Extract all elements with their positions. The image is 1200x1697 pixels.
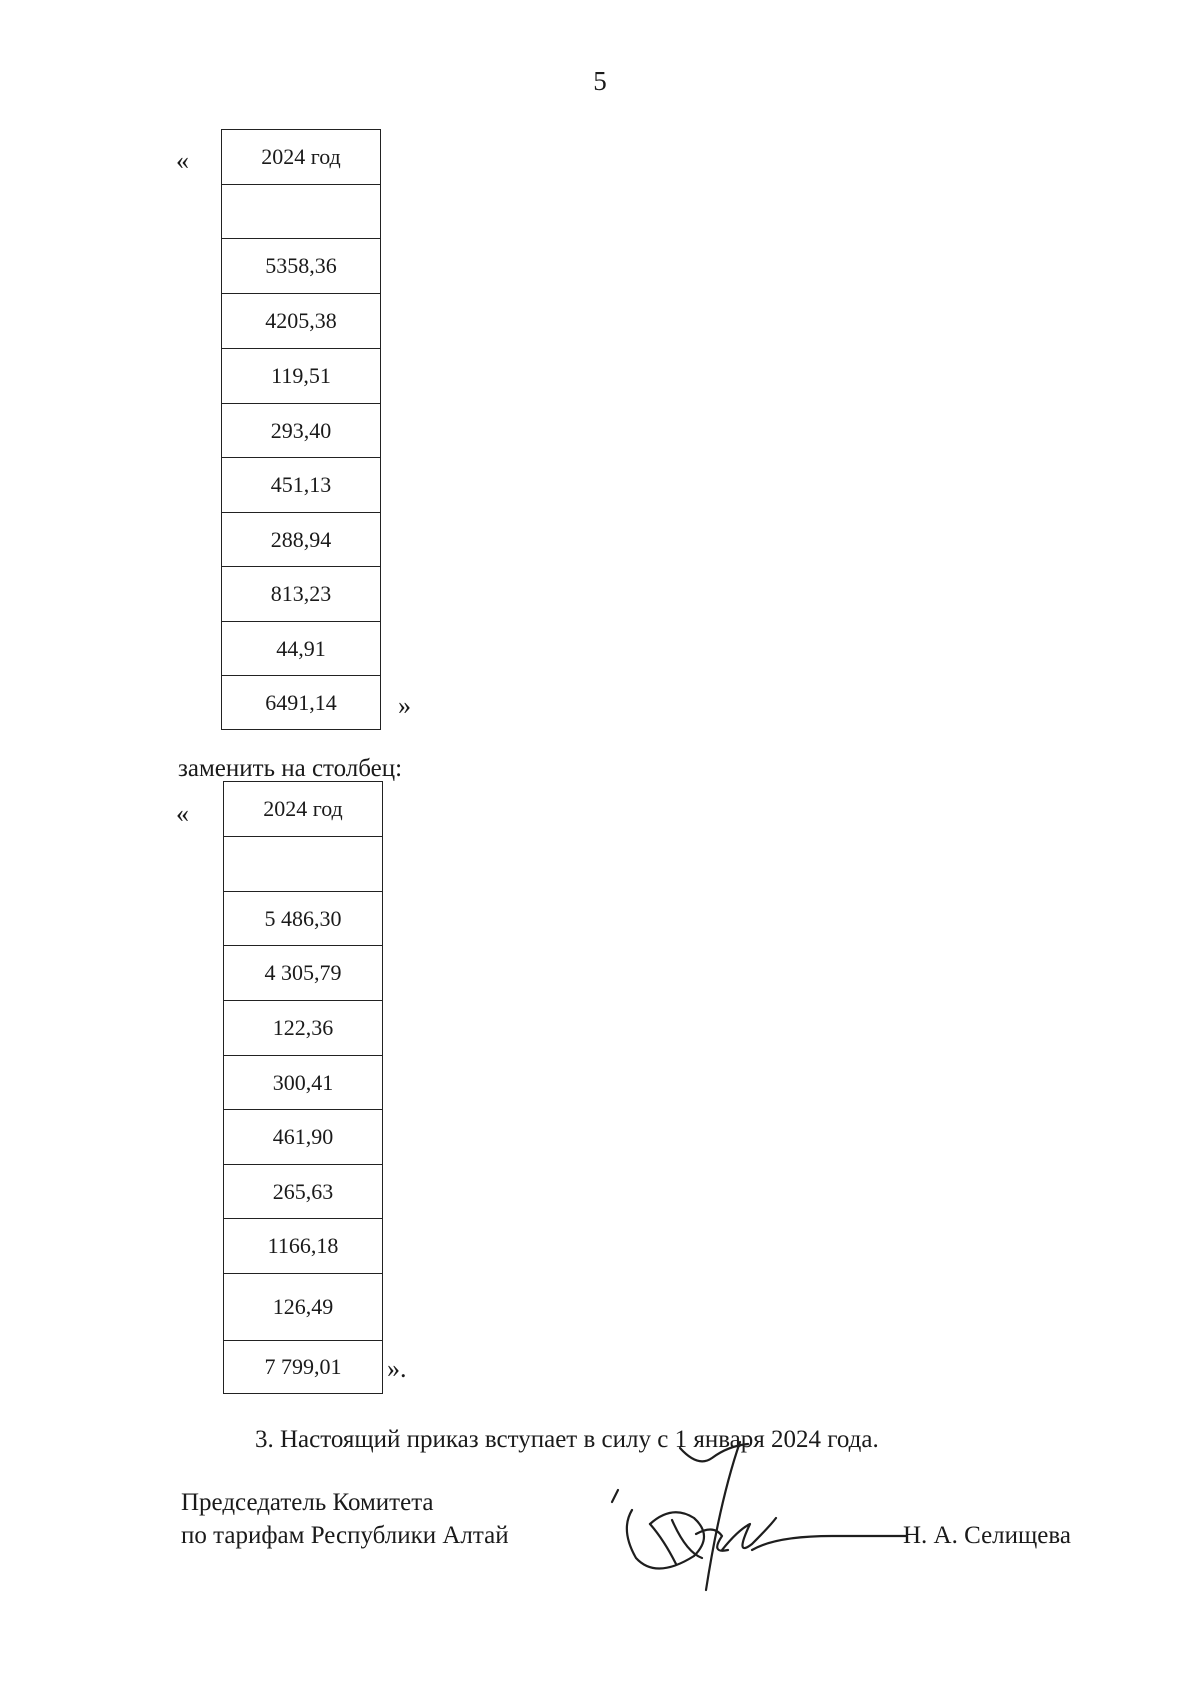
- close-quote-new: ».: [387, 1354, 407, 1383]
- old-table-value-cell: 813,23: [222, 567, 381, 622]
- old-table-value-cell: 6491,14: [222, 676, 381, 730]
- new-table-value-cell: 122,36: [224, 1001, 383, 1056]
- new-table-value-cell: 7 799,01: [224, 1341, 383, 1394]
- old-table-value-cell: 293,40: [222, 404, 381, 458]
- page-number: 5: [593, 66, 607, 96]
- signatory-position-line1: Председатель Комитета: [181, 1489, 434, 1516]
- old-table-value-cell: 451,13: [222, 458, 381, 513]
- old-table-header: 2024 год: [222, 130, 381, 185]
- signatory-position-line2: по тарифам Республики Алтай: [181, 1522, 509, 1549]
- old-table-value-cell: 288,94: [222, 513, 381, 567]
- new-table-value-cell: 300,41: [224, 1056, 383, 1110]
- open-quote-old: «: [176, 146, 189, 175]
- handwritten-signature: [610, 1440, 910, 1600]
- new-table-value-cell: 461,90: [224, 1110, 383, 1165]
- new-table-value-cell: 5 486,30: [224, 892, 383, 946]
- close-quote-old: »: [398, 691, 411, 720]
- old-table-value-cell: 44,91: [222, 622, 381, 676]
- replace-instruction: заменить на столбец:: [178, 755, 403, 782]
- new-table-header: 2024 год: [224, 782, 383, 837]
- old-values-table: [221, 129, 381, 730]
- signatory-name: Н. А. Селищева: [903, 1522, 1071, 1549]
- open-quote-new: «: [176, 799, 189, 828]
- new-table-value-cell: 4 305,79: [224, 946, 383, 1001]
- effective-date-clause: 3. Настоящий приказ вступает в силу с 1 января 2024 года.: [255, 1426, 879, 1453]
- new-table-value-cell: 265,63: [224, 1165, 383, 1219]
- old-table-value-cell: 4205,38: [222, 294, 381, 349]
- new-table-value-cell: 126,49: [224, 1274, 383, 1341]
- old-table-value-cell: 119,51: [222, 349, 381, 404]
- new-table-value-cell: 1166,18: [224, 1219, 383, 1274]
- old-table-value-cell: [222, 185, 381, 239]
- new-table-value-cell: [224, 837, 383, 892]
- new-values-table: [223, 781, 383, 1394]
- old-table-value-cell: 5358,36: [222, 239, 381, 294]
